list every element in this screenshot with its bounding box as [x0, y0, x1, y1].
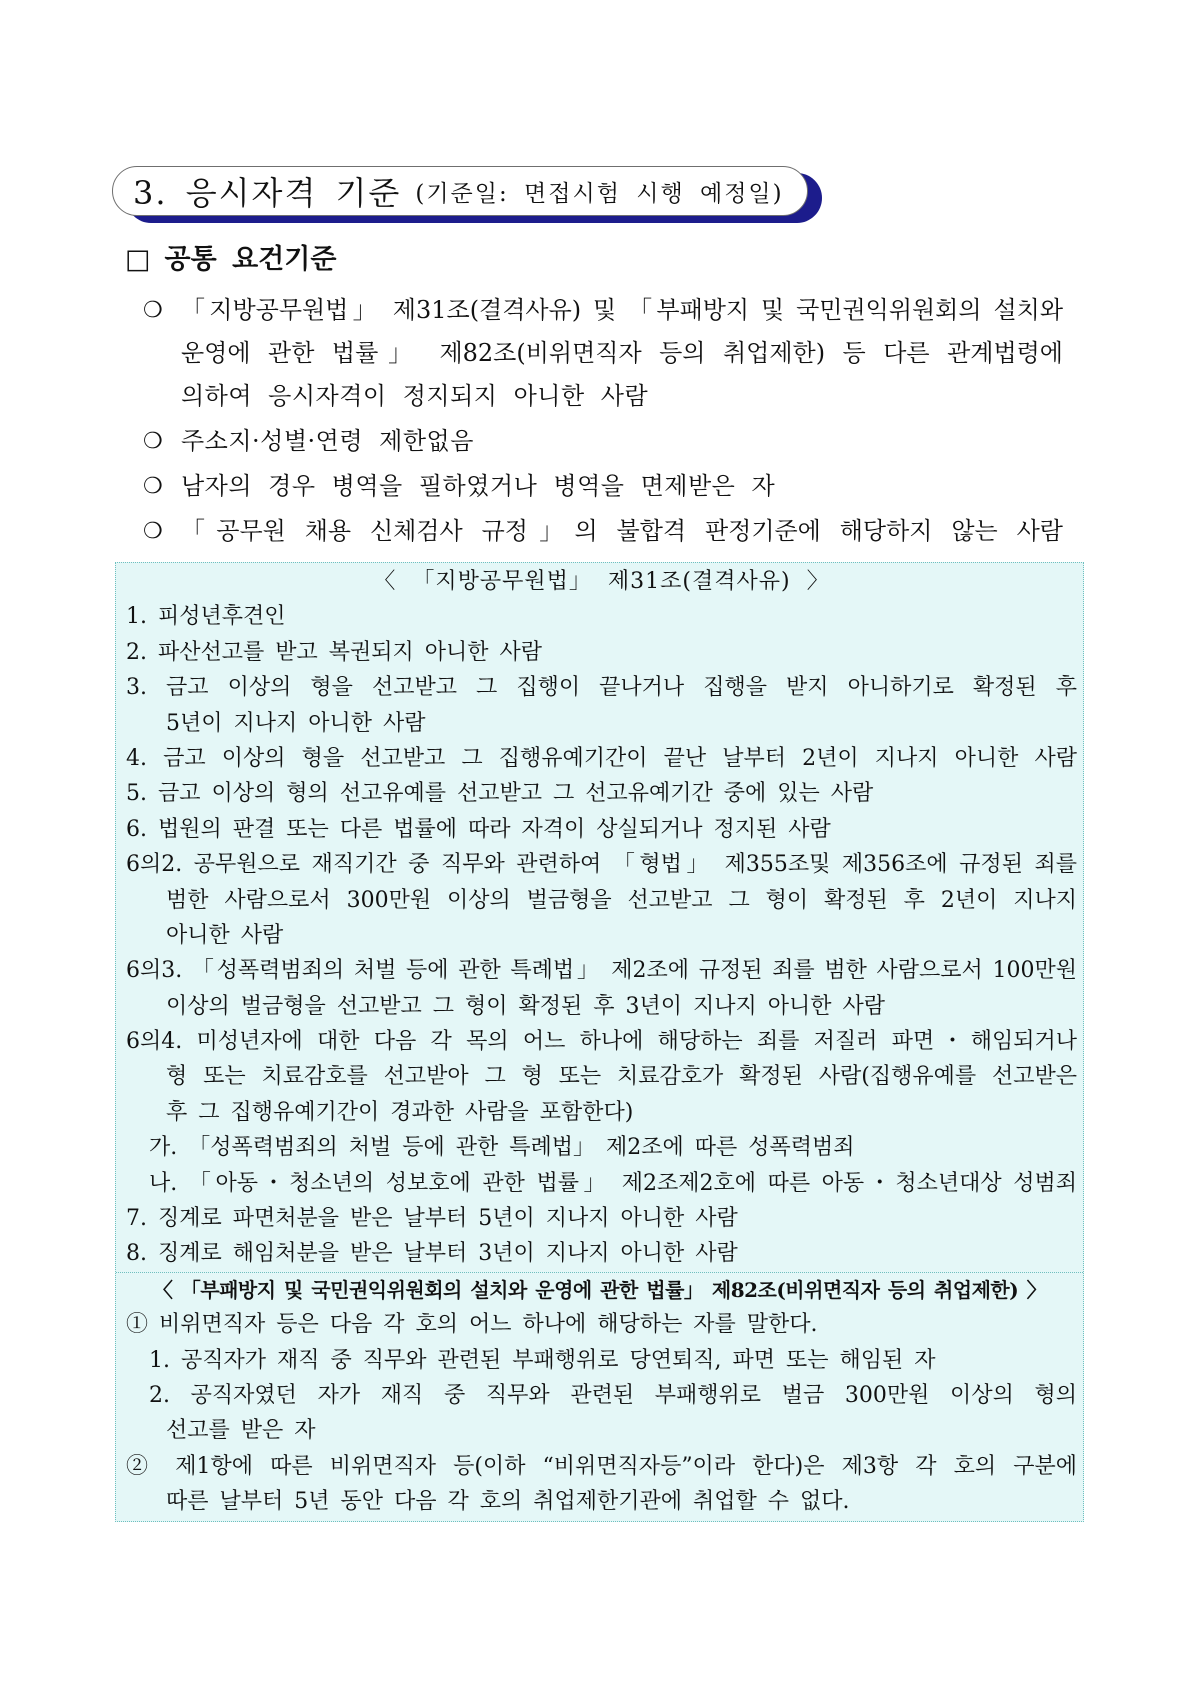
- law-excerpt-box: [115, 562, 1084, 1522]
- law-line: 3. 금고 이상의 형을 선고받고 그 집행이 끝나거나 집행을 받지 아니하기로 확정된 후: [126, 675, 1077, 701]
- law-subline: 1. 공직자가 재직 중 직무와 관련된 부패행위로 당연퇴직, 파면 또는 해임된 자: [149, 1347, 936, 1373]
- requirements-list: [143, 289, 1063, 553]
- requirement-line: 「지방공무원법」 제31조(결격사유) 및 「부패방지 및 국민권익위원회의 설치와: [181, 296, 1063, 324]
- section-title: 3. 응시자격 기준: [133, 174, 402, 212]
- law-line: 8. 징계로 해임처분을 받은 날부터 3년이 지나지 아니한 사람: [126, 1241, 738, 1267]
- law-line: 5. 금고 이상의 형의 선고유예를 선고받고 그 선고유예기간 중에 있는 사람: [126, 781, 874, 807]
- section-subtitle: (기준일: 면접시험 시행 예정일): [415, 180, 784, 207]
- article-heading: 〈 「부패방지 및 국민권익위원회의 설치와 운영에 관한 법률」 제82조(비위면직자 등의 취업제한) 〉: [116, 1272, 1083, 1307]
- law-line: 6. 법원의 판결 또는 다른 법률에 따라 자격이 상실되거나 정지된 사람: [126, 816, 831, 842]
- requirement-line: 남자의 경우 병역을 필하였거나 병역을 면제받은 자: [181, 472, 776, 500]
- requirement-item: [143, 510, 1063, 553]
- law-line: 6의3. 「성폭력범죄의 처벌 등에 관한 특례법」 제2조에 규정된 죄를 범한 사람으로서 100만원: [126, 958, 1077, 984]
- law-subline: 나. 「아동・청소년의 성보호에 관한 법률」 제2조제2호에 따른 아동・청소년대상 성범죄: [149, 1170, 1077, 1196]
- banner-face: [112, 166, 808, 216]
- requirement-line: 「공무원 채용 신체검사 규정」의 불합격 판정기준에 해당하지 않는 사람: [181, 517, 1063, 545]
- requirement-item: [143, 465, 1063, 508]
- law-line: 아니한 사람: [166, 922, 284, 948]
- circle-bullet-icon: ❍: [143, 298, 163, 323]
- law-line: 형 또는 치료감호를 선고받아 그 형 또는 치료감호가 확정된 사람(집행유예를 선고받은: [166, 1064, 1077, 1090]
- law-line: 4. 금고 이상의 형을 선고받고 그 집행유예기간이 끝난 날부터 2년이 지나지 아니한 사람: [126, 745, 1077, 771]
- law-line: 6의2. 공무원으로 재직기간 중 직무와 관련하여 「형법」 제355조및 제356조에 규정된 죄를: [126, 852, 1077, 878]
- law-line: 1. 피성년후견인: [126, 604, 286, 630]
- law-line: ② 제1항에 따른 비위면직자 등(이하 “비위면직자등”이라 한다)은 제3항 각 호의 구분에: [126, 1453, 1077, 1479]
- law-line: 후 그 집행유예기간이 경과한 사람을 포함한다): [166, 1099, 634, 1125]
- law-line: 따른 날부터 5년 동안 다음 각 호의 취업제한기관에 취업할 수 없다.: [166, 1489, 850, 1515]
- common-requirements-heading: [125, 242, 336, 278]
- law-subline: 2. 공직자였던 자가 재직 중 직무와 관련된 부패행위로 벌금 300만원 이상의 형의: [149, 1382, 1077, 1408]
- requirement-item: [143, 289, 1063, 418]
- requirement-item: [143, 420, 1063, 463]
- common-heading-text: 공통 요건기준: [164, 244, 337, 275]
- article-heading: 〈 「지방공무원법」 제31조(결격사유) 〉: [373, 569, 830, 594]
- circle-bullet-icon: ❍: [143, 429, 163, 454]
- law-line: 6의4. 미성년자에 대한 다음 각 목의 어느 하나에 해당하는 죄를 저질러 파면・해임되거나: [126, 1029, 1077, 1055]
- square-bullet-icon: □: [125, 244, 151, 275]
- section-title-banner: [112, 166, 808, 216]
- requirement-line: 주소지·성별·연령 제한없음: [181, 427, 474, 455]
- law-subline: 가. 「성폭력범죄의 처벌 등에 관한 특례법」 제2조에 따른 성폭력범죄: [149, 1135, 855, 1161]
- requirement-line: 의하여 응시자격이 정지되지 아니한 사람: [181, 382, 649, 410]
- law-line: 2. 파산선고를 받고 복권되지 아니한 사람: [126, 639, 542, 665]
- law-subline: 선고를 받은 자: [166, 1418, 316, 1444]
- law-line: 범한 사람으로서 300만원 이상의 벌금형을 선고받고 그 형이 확정된 후 2년이 지나지: [166, 887, 1077, 913]
- law-line: 5년이 지나지 아니한 사람: [166, 710, 426, 736]
- law-line: 이상의 벌금형을 선고받고 그 형이 확정된 후 3년이 지나지 아니한 사람: [166, 993, 885, 1019]
- law-line: 7. 징계로 파면처분을 받은 날부터 5년이 지나지 아니한 사람: [126, 1206, 738, 1232]
- law-line: ① 비위면직자 등은 다음 각 호의 어느 하나에 해당하는 자를 말한다.: [126, 1312, 818, 1338]
- circle-bullet-icon: ❍: [143, 474, 163, 499]
- circle-bullet-icon: ❍: [143, 519, 163, 544]
- requirement-line: 운영에 관한 법률」 제82조(비위면직자 등의 취업제한) 등 다른 관계법령에: [181, 339, 1063, 367]
